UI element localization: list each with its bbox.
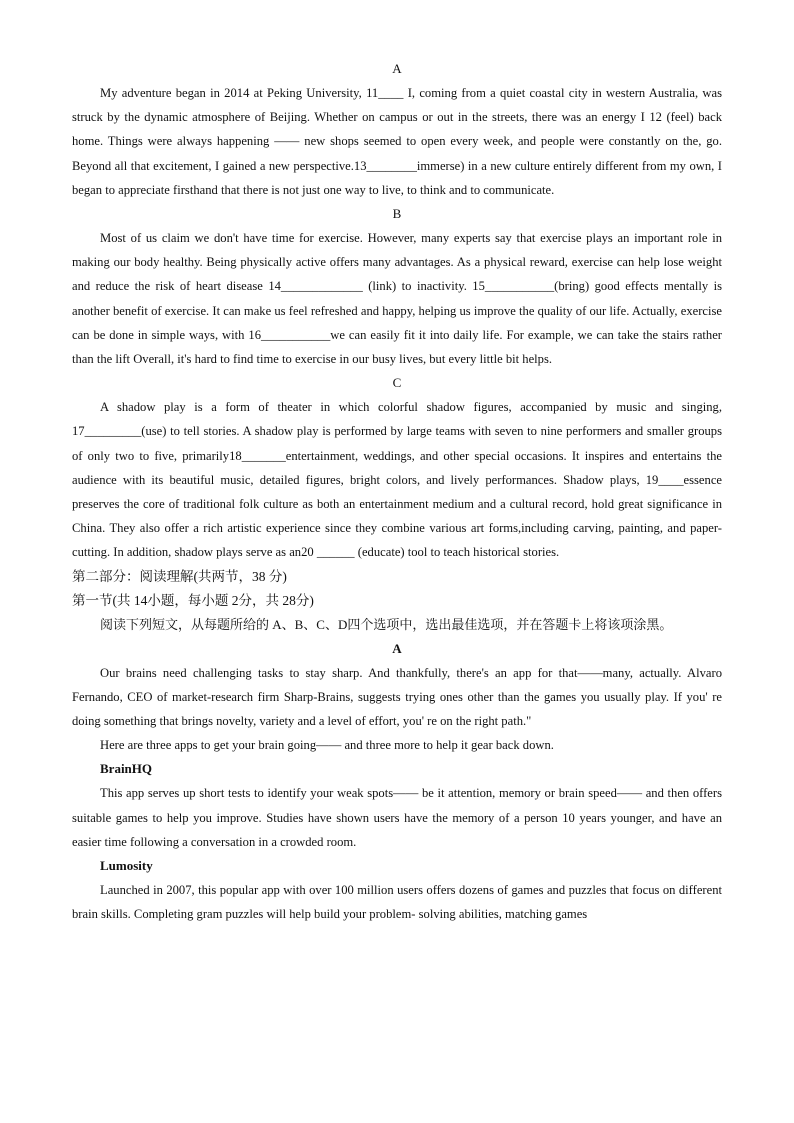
section-c-paragraph: A shadow play is a form of theater in which colorful shadow figures, accompanied by music and singing, 17_________(use) to tell stories. A shadow play is performed by large teams with seven to nine performers and smaller groups of only two to five, primarily18_______entertainment, weddings, and other special occasions. It inspires and entertains the audience with its beautiful music, detailed figures, bright colors, and lively performances. Shadow plays, 19____essence preserves the core of traditional folk culture as both an entertainment medium and a cultural record, hold great significance in China. They also offer a rich artistic experience since they combine various art forms,including carving, painting, and paper-cutting. In addition, shadow plays serve as an20 ______ (educate) tool to teach historical stories. bbox=[72, 400, 722, 560]
reading-instruction: 阅读下列短文，从每题所给的 A、B、C、D四个选项中，选出最佳选项，并在答题卡上将该项涂黑。 bbox=[100, 616, 673, 632]
part-two-title: 第二部分：阅读理解(共两节，38 分) bbox=[72, 568, 287, 584]
section-b-paragraph: Most of us claim we don't have time for exercise. However, many experts say that exercise plays an important role in making our body healthy. Being physically active offers many advantages. As a physical reward, exercise can help lose weight and reduce the risk of heart disease 14_____________ (link) to inactivity. 15___________(bring) good effects mentally is another benefit of exercise. It can make us feel refreshed and happy, helping us improve the quality of our life. Actually, exercise can be done in simple ways, with 16___________we can easily fit it into daily life. For example, we can take the stairs rather than the lift Overall, it's hard to find time to exercise in our busy lives, but every little bit helps. bbox=[72, 231, 722, 367]
section-c-label: C bbox=[392, 375, 402, 391]
app-description-brainhq: This app serves up short tests to identify your weak spots—— be it attention, memory or brain speed—— and then offers suitable games to help you improve. Studies have shown users have the memory of a person 10 years younger, and have an easier time following a conversation in a crowded room. bbox=[72, 786, 722, 849]
passage-a-label: A bbox=[392, 640, 402, 656]
app-description-lumosity: Launched in 2007, this popular app with over 100 million users offers dozens of games and puzzles that focus on different brain skills. Completing gram puzzles will help build your problem- solving abilities, matching games bbox=[72, 883, 722, 922]
section-b-label: B bbox=[392, 206, 402, 222]
page-content bbox=[72, 57, 722, 926]
passage-intro-paragraph: Our brains need challenging tasks to stay sharp. And thankfully, there's an app for that——many, actually. Alvaro Fernando, CEO of market-research firm Sharp-Brains, suggests trying ones other than the games you usually play. If you' re doing something that brings novelty, variety and a level of effort, you' re on the right path." bbox=[72, 665, 722, 729]
section-one-title: 第一节(共 14小题，每小题 2分，共 28分) bbox=[72, 592, 314, 608]
app-heading-lumosity: Lumosity bbox=[100, 858, 153, 874]
section-a-paragraph: My adventure began in 2014 at Peking University, 11____ I, coming from a quiet coastal city in western Australia, was struck by the dynamic atmosphere of Beijing. Whether on campus or out in the streets, there was an energy I 12 (feel) back home. Things were always happening —— new shops seemed to open every week, and people were constantly on the, go. Beyond all that excitement, I gained a new perspective.13________immerse) in a new culture entirely different from my own, I began to appreciate firsthand that there is not just one way to live, to think and to communicate. bbox=[72, 86, 722, 197]
section-a-label: A bbox=[392, 61, 402, 76]
passage-intro-paragraph: Here are three apps to get your brain going—— and three more to help it gear back down. bbox=[100, 738, 554, 753]
app-heading-brainhq: BrainHQ bbox=[100, 761, 153, 777]
